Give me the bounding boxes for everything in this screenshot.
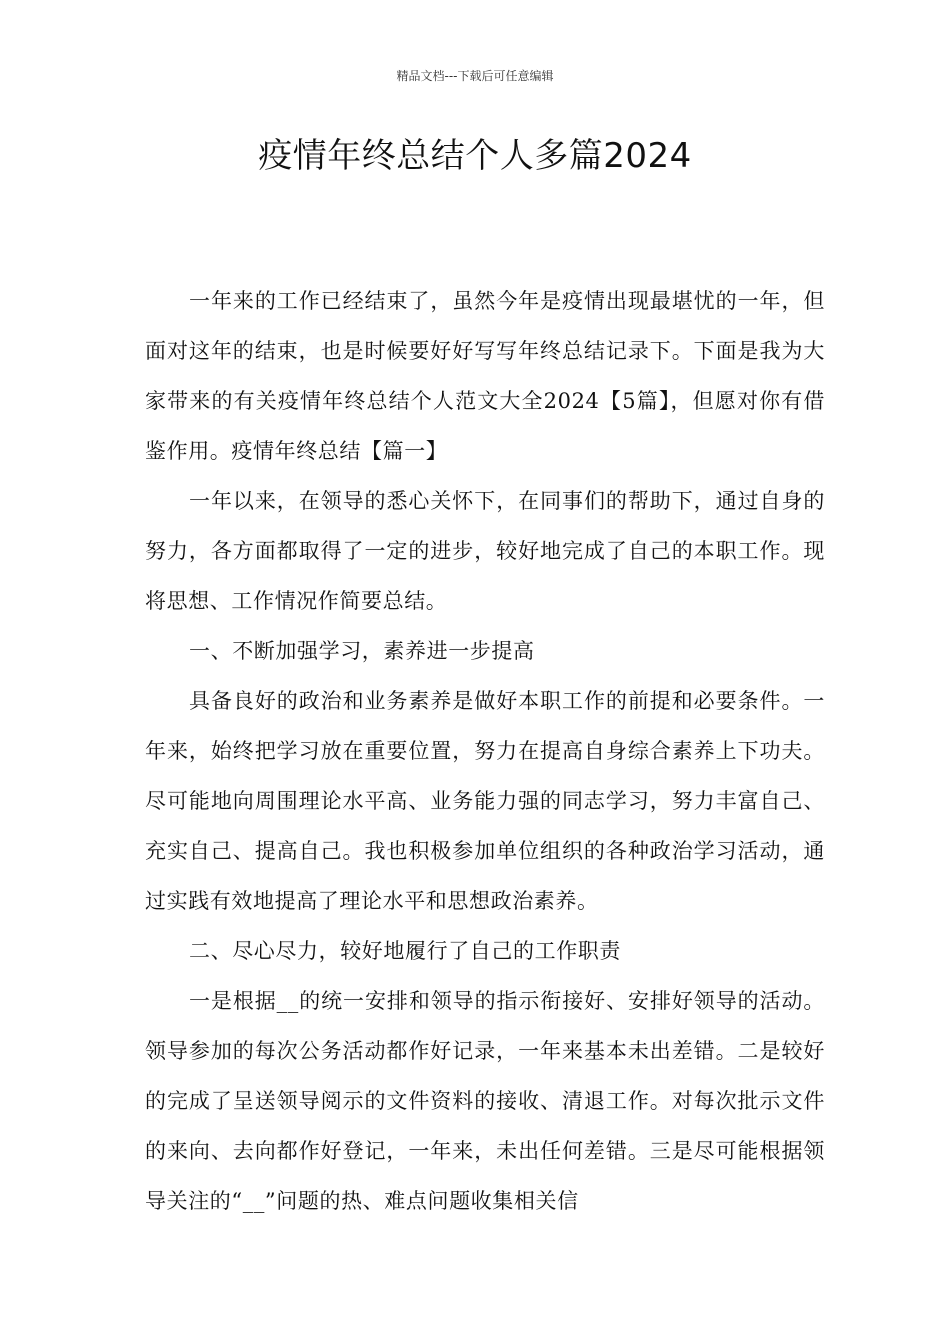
paragraph-duties: 一是根据__的统一安排和领导的指示衔接好、安排好领导的活动。领导参加的每次公务活动都作好记录，一年来基本未出差错。二是较好的完成了呈送领导阅示的文件资料的接收、清退工作。对每次批示文件的来向、去向都作好登记，一年来，未出任何差错。三是尽可能根据领导关注的“__”问题的热、难点问题收集相关信 xyxy=(145,989,825,1213)
header-note: 精品文档---下载后可任意编辑 xyxy=(396,69,554,83)
document-title: 疫情年终总结个人多篇2024 xyxy=(258,136,692,176)
section-heading-2: 二、尽心尽力，较好地履行了自己的工作职责 xyxy=(189,939,621,963)
paragraph-study: 具备良好的政治和业务素养是做好本职工作的前提和必要条件。一年来，始终把学习放在重要位置，努力在提高自身综合素养上下功夫。尽可能地向周围理论水平高、业务能力强的同志学习，努力丰富自己、充实自己、提高自己。我也积极参加单位组织的各种政治学习活动，通过实践有效地提高了理论水平和思想政治素养。 xyxy=(145,689,825,913)
paragraph-intro: 一年来的工作已经结束了，虽然今年是疫情出现最堪忧的一年，但面对这年的结束，也是时候要好好写写年终总结记录下。下面是我为大家带来的有关疫情年终总结个人范文大全2024【5篇】，但愿对你有借鉴作用。疫情年终总结【篇一】 xyxy=(145,289,825,463)
document-body xyxy=(145,276,825,1226)
section-heading-1: 一、不断加强学习，素养进一步提高 xyxy=(189,639,535,663)
paragraph-summary: 一年以来，在领导的悉心关怀下，在同事们的帮助下，通过自身的努力，各方面都取得了一定的进步，较好地完成了自己的本职工作。现将思想、工作情况作简要总结。 xyxy=(145,489,825,613)
